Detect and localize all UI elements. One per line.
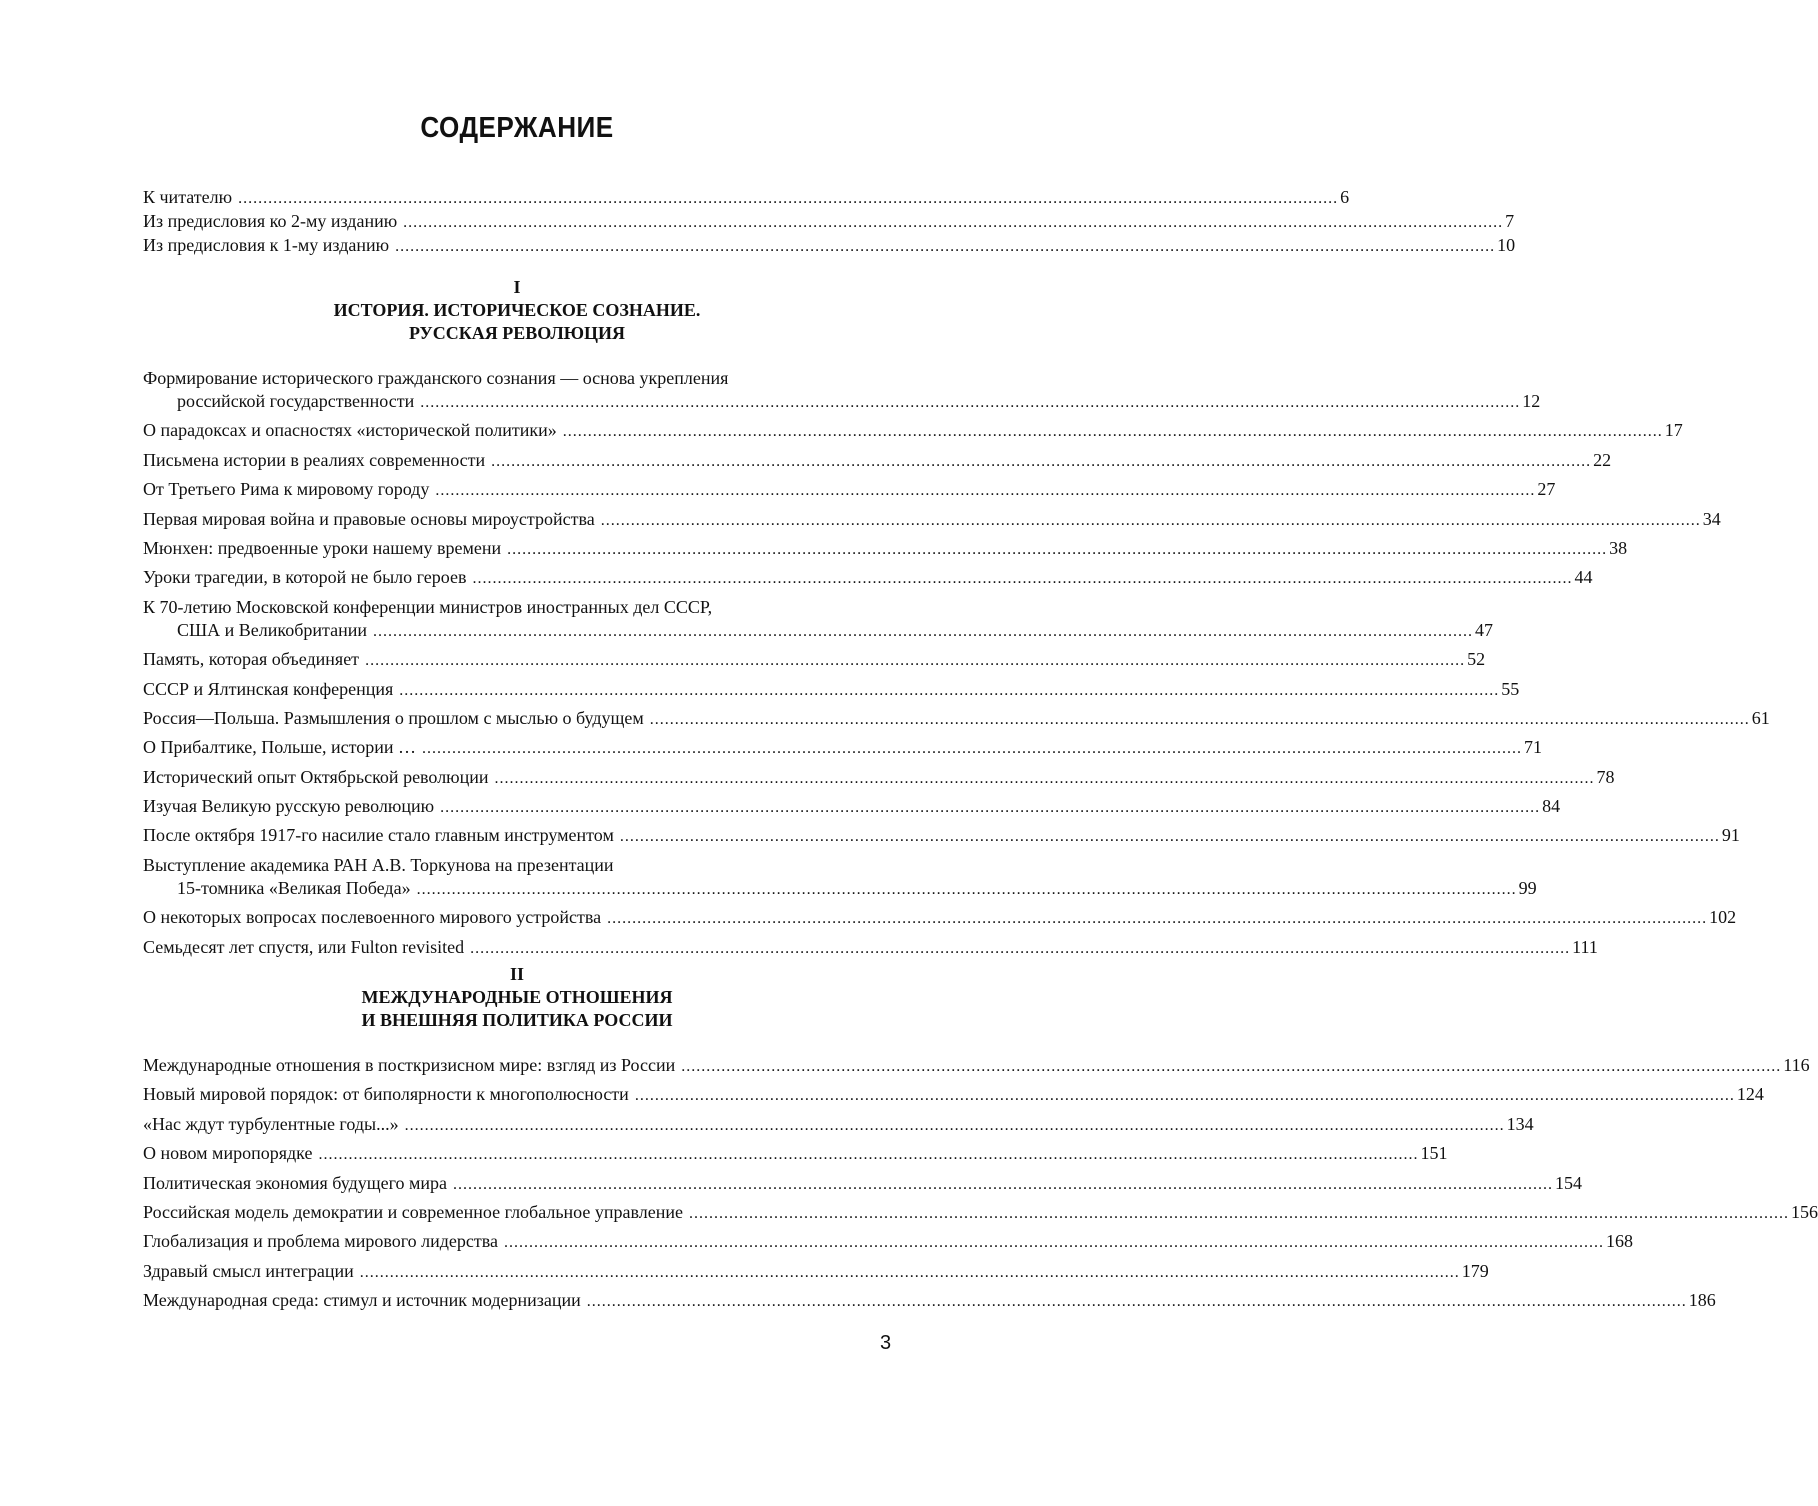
toc-entry[interactable] <box>143 678 1520 702</box>
dot-leader: ............................................................................................................................................................................................................................ <box>422 740 1523 758</box>
toc-entry-title: США и Великобритании <box>177 619 368 640</box>
toc-entry-page: 124 <box>1736 1084 1764 1105</box>
toc-entry-page: 134 <box>1506 1113 1534 1134</box>
toc-entry-page: 6 <box>1340 187 1350 207</box>
toc-entry-title: Политическая экономия будущего мира <box>143 1172 448 1193</box>
toc-entry-title: Уроки трагедии, в которой не было героев <box>143 567 467 588</box>
toc-entry-page: 52 <box>1467 649 1486 670</box>
toc-entry-title: Из предисловия ко 2-му изданию <box>143 211 398 231</box>
toc-entry[interactable] <box>143 824 1740 848</box>
dot-leader: ............................................................................................................................................................................................................................ <box>607 910 1708 928</box>
toc-entry-page: 168 <box>1606 1231 1634 1252</box>
toc-entry-page: 78 <box>1596 766 1615 787</box>
toc-entry-page: 17 <box>1664 420 1683 441</box>
toc-entry-title: К читателю <box>143 187 233 207</box>
section-title-line: РУССКАЯ РЕВОЛЮЦИЯ <box>408 323 626 343</box>
toc-entry[interactable] <box>143 906 1737 930</box>
dot-leader: ............................................................................................................................................................................................................................ <box>359 1263 1460 1281</box>
section-heading-2 <box>0 963 1034 1032</box>
toc-entry-page: 71 <box>1524 737 1543 758</box>
toc-entry[interactable] <box>143 1172 1583 1196</box>
toc-entry[interactable] <box>143 566 1593 590</box>
dot-leader: ............................................................................................................................................................................................................................ <box>416 880 1517 898</box>
toc-entry-title-line1: Выступление академика РАН А.В. Торкунова на презентации <box>143 854 614 875</box>
dot-leader: ............................................................................................................................................................................................................................ <box>403 214 1504 231</box>
toc-entry-page: 47 <box>1475 619 1494 640</box>
toc-entry[interactable] <box>143 210 1515 234</box>
toc-entry[interactable] <box>143 419 1683 443</box>
toc-entry-page: 102 <box>1709 907 1737 928</box>
toc-entry-page: 156 <box>1791 1201 1818 1222</box>
dot-leader: ............................................................................................................................................................................................................................ <box>634 1087 1735 1105</box>
toc-entry[interactable] <box>143 766 1615 790</box>
toc-entry[interactable] <box>143 1054 1810 1078</box>
dot-leader: ............................................................................................................................................................................................................................ <box>649 710 1750 728</box>
dot-leader: ............................................................................................................................................................................................................................ <box>420 394 1521 411</box>
page-number: 3 <box>880 1332 892 1354</box>
toc-entry-title: Письмена истории в реалиях современности <box>143 449 486 470</box>
toc-entry[interactable] <box>143 1201 1818 1225</box>
toc-entry-page: 27 <box>1537 479 1556 500</box>
section-2-entries <box>143 1054 1818 1319</box>
toc-entry-title-line1: К 70-летию Московской конференции министров иностранных дел СССР, <box>143 596 713 617</box>
toc-entry-title: Семьдесят лет спустя, или Fulton revisited <box>143 936 465 957</box>
toc-entry-title: российской государственности <box>177 391 415 411</box>
toc-entry-title: О Прибалтике, Польше, истории … <box>143 737 417 758</box>
toc-entry[interactable] <box>143 478 1556 502</box>
toc-entry-title: О парадоксах и опасностях «исторической политики» <box>143 420 557 441</box>
toc-entry-page: 44 <box>1574 567 1593 588</box>
toc-entry-page: 55 <box>1501 678 1520 699</box>
toc-entry[interactable] <box>143 1260 1489 1284</box>
toc-entry-page: 151 <box>1420 1143 1448 1164</box>
toc-entry-page: 38 <box>1609 537 1628 558</box>
toc-entry-page: 10 <box>1497 235 1516 255</box>
toc-entry-page: 61 <box>1751 707 1770 728</box>
toc-entry-title-line1: Формирование исторического гражданского сознания — основа укрепления <box>143 368 729 388</box>
dot-leader: ............................................................................................................................................................................................................................ <box>395 238 1496 255</box>
dot-leader: ............................................................................................................................................................................................................................ <box>472 570 1573 588</box>
dot-leader: ............................................................................................................................................................................................................................ <box>238 190 1339 207</box>
toc-entry-page: 154 <box>1555 1172 1583 1193</box>
toc-entry-page: 91 <box>1721 825 1740 846</box>
toc-entry-title: Исторический опыт Октябрьской революции <box>143 766 489 787</box>
toc-entry[interactable] <box>143 1230 1634 1254</box>
toc-entry-page: 116 <box>1783 1055 1810 1075</box>
dot-leader: ............................................................................................................................................................................................................................ <box>373 622 1474 640</box>
dot-leader: ............................................................................................................................................................................................................................ <box>318 1146 1419 1164</box>
section-numeral: I <box>513 277 521 297</box>
toc-entry-title: Память, которая объединяет <box>143 649 360 670</box>
toc-entry-page: 12 <box>1522 391 1541 411</box>
section-title-line: МЕЖДУНАРОДНЫЕ ОТНОШЕНИЯ <box>361 987 673 1007</box>
dot-leader: ............................................................................................................................................................................................................................ <box>440 799 1541 817</box>
toc-entry-page: 34 <box>1702 508 1721 529</box>
dot-leader: ............................................................................................................................................................................................................................ <box>491 452 1592 470</box>
dot-leader: ............................................................................................................................................................................................................................ <box>404 1116 1505 1134</box>
dot-leader: ............................................................................................................................................................................................................................ <box>600 511 1701 529</box>
toc-entry-page: 179 <box>1461 1260 1489 1281</box>
dot-leader: ............................................................................................................................................................................................................................ <box>681 1058 1782 1075</box>
toc-entry-page: 7 <box>1505 211 1515 231</box>
page-title: СОДЕРЖАНИЕ <box>420 112 614 144</box>
section-1-entries <box>143 367 1770 965</box>
dot-leader: ............................................................................................................................................................................................................................ <box>689 1204 1789 1222</box>
dot-leader: ............................................................................................................................................................................................................................ <box>504 1234 1605 1252</box>
toc-entry-page: 84 <box>1542 796 1561 817</box>
toc-entry-page: 22 <box>1593 449 1612 470</box>
dot-leader: ............................................................................................................................................................................................................................ <box>470 939 1571 957</box>
toc-entry[interactable] <box>143 648 1486 672</box>
front-matter-list <box>143 186 1516 258</box>
section-title-line: ИСТОРИЯ. ИСТОРИЧЕСКОЕ СОЗНАНИЕ. <box>333 300 701 320</box>
toc-entry-title: О новом миропорядке <box>143 1143 313 1164</box>
toc-entry[interactable] <box>143 736 1543 760</box>
toc-entry[interactable] <box>143 936 1598 960</box>
toc-entry-title: Мюнхен: предвоенные уроки нашему времени <box>143 537 502 558</box>
toc-entry-title: Первая мировая война и правовые основы мироустройства <box>143 508 595 529</box>
toc-entry-title: Международная среда: стимул и источник модернизации <box>143 1290 581 1311</box>
toc-entry-title: Новый мировой порядок: от биполярности к многополюсности <box>143 1084 629 1105</box>
toc-entry-title: О некоторых вопросах послевоенного мирового устройства <box>143 907 602 928</box>
toc-entry-page: 99 <box>1518 877 1537 898</box>
dot-leader: ............................................................................................................................................................................................................................ <box>453 1175 1554 1193</box>
toc-entry[interactable] <box>143 537 1628 561</box>
toc-entry[interactable] <box>143 1289 1716 1313</box>
toc-entry[interactable] <box>143 1083 1764 1107</box>
toc-entry[interactable] <box>143 707 1770 731</box>
section-title-line: И ВНЕШНЯЯ ПОЛИТИКА РОССИИ <box>361 1010 673 1030</box>
toc-entry-title: «Нас ждут турбулентные годы...» <box>143 1113 399 1134</box>
dot-leader: ............................................................................................................................................................................................................................ <box>586 1293 1687 1311</box>
toc-entry-title: После октября 1917-го насилие стало главным инструментом <box>143 825 614 846</box>
toc-entry[interactable] <box>143 596 1494 643</box>
toc-entry[interactable] <box>143 1113 1534 1137</box>
dot-leader: ............................................................................................................................................................................................................................ <box>365 652 1466 670</box>
dot-leader: ............................................................................................................................................................................................................................ <box>435 482 1536 500</box>
toc-entry-page: 186 <box>1688 1290 1716 1311</box>
toc-entry[interactable] <box>143 234 1516 258</box>
toc-entry[interactable] <box>143 367 1541 414</box>
dot-leader: ............................................................................................................................................................................................................................ <box>399 681 1500 699</box>
toc-entry[interactable] <box>143 186 1350 210</box>
section-numeral: II <box>509 964 524 984</box>
dot-leader: ............................................................................................................................................................................................................................ <box>619 828 1720 846</box>
toc-entry-title: Российская модель демократии и современное глобальное управление <box>143 1201 683 1222</box>
section-heading-1 <box>0 276 1034 345</box>
toc-entry-title: Из предисловия к 1-му изданию <box>143 235 390 255</box>
dot-leader: ............................................................................................................................................................................................................................ <box>562 423 1663 441</box>
toc-entry-title: От Третьего Рима к мировому городу <box>143 479 430 500</box>
toc-entry-title: Россия—Польша. Размышления о прошлом с мыслью о будущем <box>143 707 644 728</box>
toc-entry[interactable] <box>143 854 1537 901</box>
toc-entry[interactable] <box>143 795 1561 819</box>
toc-entry-title: СССР и Ялтинская конференция <box>143 678 394 699</box>
toc-entry-title: 15-томника «Великая Победа» <box>177 877 411 898</box>
toc-entry[interactable] <box>143 449 1612 473</box>
toc-entry-title: Здравый смысл интеграции <box>143 1260 354 1281</box>
dot-leader: ............................................................................................................................................................................................................................ <box>494 769 1595 787</box>
toc-entry[interactable] <box>143 1142 1448 1166</box>
toc-entry-title: Международные отношения в посткризисном мире: взгляд из России <box>143 1055 676 1075</box>
toc-entry[interactable] <box>143 508 1721 532</box>
toc-entry-title: Глобализация и проблема мирового лидерства <box>143 1231 499 1252</box>
toc-entry-page: 111 <box>1572 936 1598 957</box>
toc-entry-title: Изучая Великую русскую революцию <box>143 796 435 817</box>
dot-leader: ............................................................................................................................................................................................................................ <box>507 540 1608 558</box>
